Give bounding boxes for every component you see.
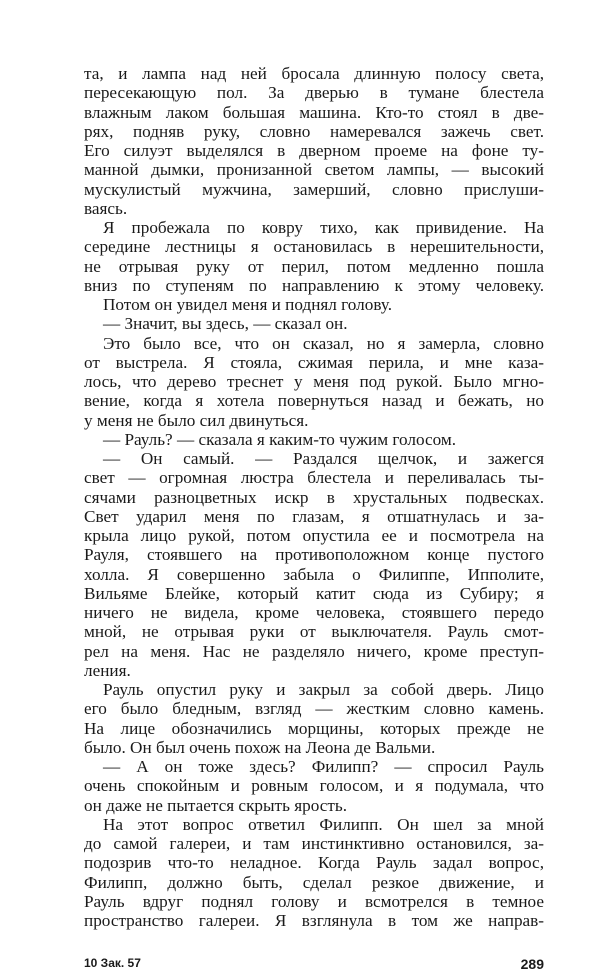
text-line: мускулистый мужчина, замерший, словно прислуши- [84,179,544,199]
text-line: На этот вопрос ответил Филипп. Он шел за мной [103,814,544,834]
text-line: у меня не было сил двинуться. [84,410,309,430]
text-line: — А он тоже здесь? Филипп? — спросил Рауль [103,757,544,776]
text-line: Рауля, стоявшего на противоположном конце пустого [84,545,544,565]
text-line: пространство галереи. Я взглянула в том же направ- [84,911,544,930]
text-line: рях, подняв руку, словно намеревался зажечь свет. [84,121,544,141]
text-line: было. Он был очень похож на Леона де Вальми. [84,737,436,757]
text-line: пересекающую пол. За дверью в тумане блестела [84,83,544,103]
text-line: сячами разноцветных искр в хрустальных подвесках. [84,487,544,507]
text-line: ления. [84,660,131,680]
text-line: крыла лицо рукой, потом опустила ее и посмотрела на [84,526,544,545]
text-line: Рауль опустил руку и закрыл за собой дверь. Лицо [103,680,544,699]
text-line: ничего не видела, кроме человека, стоявшего передо [84,603,544,622]
text-line: Свет ударил меня по глазам, я отшатнулась и за- [84,506,544,526]
text-line: Потом он увидел меня и поднял голову. [103,295,393,314]
text-line: вниз по ступеням по направлению к этому человеку. [84,275,544,295]
text-line: Филипп, должно быть, сделал резкое движение, и [84,872,544,892]
text-line: холла. Я совершенно забыла о Филиппе, Ипполите, [84,564,544,584]
text-line: — Он самый. — Раздался щелчок, и зажегся [103,449,544,468]
text-line: Вильяме Блейке, который катит сюда из Субиру; я [84,583,544,603]
text-line: влажным лаком большая машина. Кто-то стоял в две- [84,102,544,122]
text-line: не отрывая руку от перил, потом медленно пошла [84,256,544,276]
page-footer [84,956,544,974]
text-line: подозрив что-то неладное. Когда Рауль задал вопрос, [84,853,544,873]
printer-signature: 10 Зак. 57 [84,956,141,970]
text-line: середине лестницы я остановилась в нерешительности, [84,237,544,257]
text-line: Это было все, что он сказал, но я замерла, словно [103,333,544,353]
text-line: он даже не пытается скрыть ярость. [84,795,347,815]
text-line: — Рауль? — сказала я каким-то чужим голосом. [103,429,457,449]
text-line: от выстрела. Я стояла, сжимая перила, и мне каза- [84,352,544,372]
text-line: лось, что дерево треснет у меня под рукой. Было мгно- [84,372,544,391]
page-number: 289 [520,956,544,972]
text-line: манной дымки, пронизанной светом лампы, — высокий [84,160,544,180]
text-line: до самой галереи, и там инстинктивно остановился, за- [84,834,544,853]
page-body-text [84,64,544,930]
text-line: На лице обозначились морщины, которых прежде не [84,718,544,738]
text-line: Рауль вдруг поднял голову и всмотрелся в темное [84,891,544,911]
text-line: мной, не отрывая руки от выключателя. Рауль смот- [84,622,544,642]
text-line: очень спокойным и ровным голосом, и я подумала, что [84,776,544,796]
text-line: вение, когда я хотела повернуться назад и бежать, но [84,391,544,411]
text-line: его было бледным, взгляд — жестким словно камень. [84,699,544,719]
text-line: — Значит, вы здесь, — сказал он. [103,314,348,334]
text-line: ваясь. [84,198,128,218]
text-line: рел на меня. Нас не разделяло ничего, кроме преступ- [84,641,544,661]
text-line: Я пробежала по ковру тихо, как привидение. На [103,218,544,237]
text-line: Его силуэт выделялся в дверном проеме на фоне ту- [84,141,544,160]
text-line: та, и лампа над ней бросала длинную полосу света, [84,64,544,83]
text-line: свет — огромная люстра блестела и переливалась ты- [84,468,544,488]
